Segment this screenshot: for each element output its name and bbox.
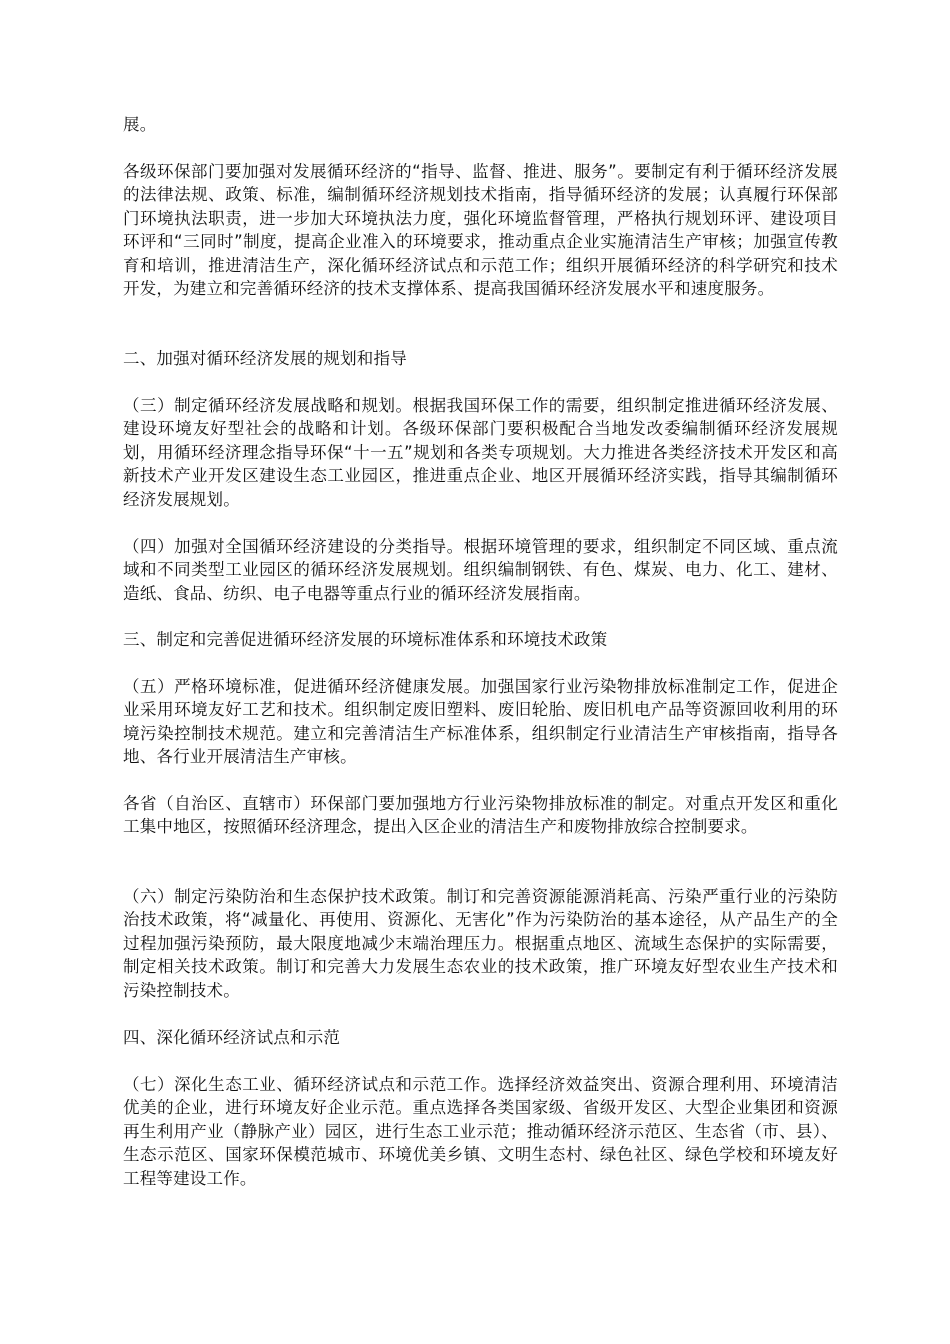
paragraph-item-6: （六）制定污染防治和生态保护技术政策。制订和完善资源能源消耗高、污染严重行业的污染防治技术政策，将“减量化、再使用、资源化、无害化”作为污染防治的基本途径，从产品生产的全过程加强污染预防，最大限度地减少末端治理压力。根据重点地区、流域生态保护的实际需要，制定相关技术政策。制订和完善大力发展生态农业的技术政策，推广环境友好型农业生产技术和污染控制技术。 — [123, 887, 838, 1000]
section-heading-3: 三、制定和完善促进循环经济发展的环境标准体系和环境技术政策 — [123, 630, 608, 649]
paragraph-provincial-standards: 各省（自治区、直辖市）环保部门要加强地方行业污染物排放标准的制定。对重点开发区和重化工集中地区，按照循环经济理念，提出入区企业的清洁生产和废物排放综合控制要求。 — [123, 794, 838, 837]
paragraph-item-3: （三）制定循环经济发展战略和规划。根据我国环保工作的需要，组织制定推进循环经济发展、建设环境友好型社会的战略和计划。各级环保部门要积极配合当地发改委编制循环经济发展规划，用循环经济理念指导环保“十一五”规划和各类专项规划。大力推进各类经济技术开发区和高新技术产业开发区建设生态工业园区，推进重点企业、地区开展循环经济实践，指导其编制循环经济发展规划。 — [123, 396, 838, 509]
paragraph-item-7: （七）深化生态工业、循环经济试点和示范工作。选择经济效益突出、资源合理利用、环境清洁优美的企业，进行环境友好企业示范。重点选择各类国家级、省级开发区、大型企业集团和资源再生利用产业（静脉产业）园区，进行生态工业示范；推动循环经济示范区、生态省（市、县）、生态示范区、国家环保模范城市、环境优美乡镇、文明生态村、绿色社区、绿色学校和环境友好工程等建设工作。 — [123, 1075, 838, 1188]
section-heading-2: 二、加强对循环经济发展的规划和指导 — [123, 349, 407, 368]
section-heading-4: 四、深化循环经济试点和示范 — [123, 1028, 341, 1047]
paragraph-item-5: （五）严格环境标准，促进循环经济健康发展。加强国家行业污染物排放标准制定工作，促进企业采用环境友好工艺和技术。组织制定废旧塑料、废旧轮胎、废旧机电产品等资源回收利用的环境污染控制技术规范。建立和完善清洁生产标准体系，组织制定行业清洁生产审核指南，指导各地、各行业开展清洁生产审核。 — [123, 677, 838, 767]
paragraph-item-4: （四）加强对全国循环经济建设的分类指导。根据环境管理的要求，组织制定不同区域、重点流域和不同类型工业园区的循环经济发展规划。组织编制钢铁、有色、煤炭、电力、化工、建材、造纸、食品、纺织、电子电器等重点行业的循环经济发展指南。 — [123, 537, 838, 603]
paragraph-continuation: 展。 — [123, 115, 157, 134]
paragraph-env-departments-duties: 各级环保部门要加强对发展循环经济的“指导、监督、推进、服务”。要制定有利于循环经济发展的法律法规、政策、标准，编制循环经济规划技术指南，指导循环经济的发展；认真履行环保部门环境执法职责，进一步加大环境执法力度，强化环境监督管理，严格执行规划环评、建设项目环评和“三同时”制度，提高企业准入的环境要求，推动重点企业实施清洁生产审核；加强宣传教育和培训，推进清洁生产，深化循环经济试点和示范工作；组织开展循环经济的科学研究和技术开发，为建立和完善循环经济的技术支撑体系、提高我国循环经济发展水平和速度服务。 — [123, 162, 838, 299]
